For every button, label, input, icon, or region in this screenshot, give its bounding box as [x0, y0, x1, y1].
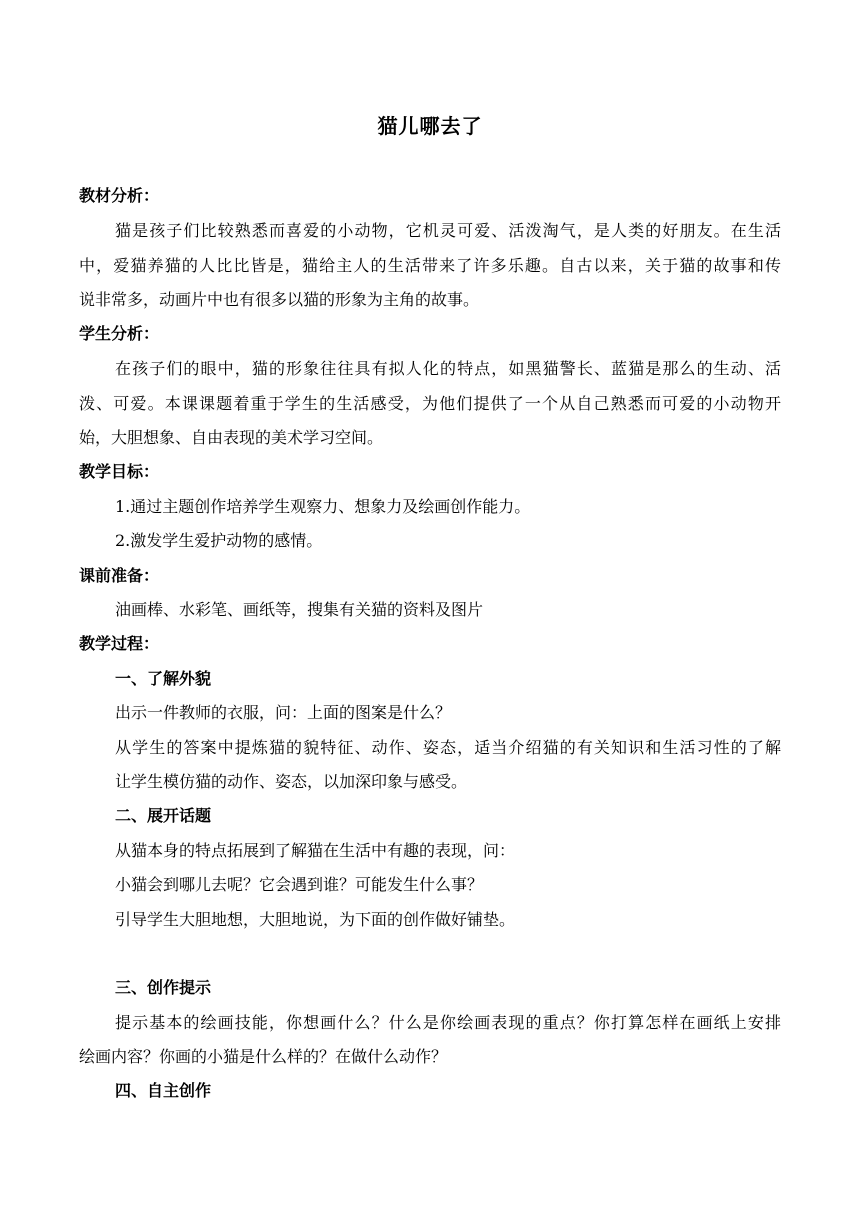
student-paragraph-line: 泼、可爱。本课课题着重于学生的生活感受，为他们提供了一个从自己熟悉而可爱的小动物开	[79, 394, 781, 413]
section-heading-goals: 教学目标：	[79, 462, 160, 481]
step-title-3: 三、创作提示	[115, 978, 212, 997]
student-paragraph-line: 始，大胆想象、自由表现的美术学习空间。	[79, 428, 384, 447]
step-title-2: 二、展开话题	[115, 806, 212, 825]
material-paragraph-line: 中，爱猫养猫的人比比皆是，猫给主人的生活带来了许多乐趣。自古以来，关于猫的故事和传	[79, 256, 781, 275]
step3-line: 绘画内容？你画的小猫是什么样的？在做什么动作？	[79, 1047, 448, 1066]
prep-text: 油画棒、水彩笔、画纸等，搜集有关猫的资料及图片	[115, 600, 484, 619]
step1-line: 出示一件教师的衣服，问：上面的图案是什么？	[115, 703, 452, 722]
section-heading-process: 教学过程：	[79, 634, 160, 653]
step2-line: 从猫本身的特点拓展到了解猫在生活中有趣的表现，问：	[115, 841, 516, 860]
student-paragraph-line: 在孩子们的眼中，猫的形象往往具有拟人化的特点，如黑猫警长、蓝猫是那么的生动、活	[115, 359, 781, 378]
section-heading-prep: 课前准备：	[79, 566, 160, 585]
step2-line: 引导学生大胆地想，大胆地说，为下面的创作做好铺垫。	[115, 910, 516, 929]
material-paragraph-line: 猫是孩子们比较熟悉而喜爱的小动物，它机灵可爱、活泼淘气，是人类的好朋友。在生活	[115, 221, 781, 240]
step1-line: 让学生模仿猫的动作、姿态，以加深印象与感受。	[115, 772, 468, 791]
section-heading-student: 学生分析：	[79, 324, 160, 343]
step-title-4: 四、自主创作	[115, 1081, 212, 1100]
step3-line: 提示基本的绘画技能，你想画什么？什么是你绘画表现的重点？你打算怎样在画纸上安排	[115, 1013, 781, 1032]
document-title: 猫儿哪去了	[377, 114, 483, 138]
goal-item: 2.激发学生爱护动物的感情。	[115, 531, 323, 550]
step1-line: 从学生的答案中提炼猫的貌特征、动作、姿态，适当介绍猫的有关知识和生活习性的了解	[115, 738, 781, 757]
material-paragraph-line: 说非常多，动画片中也有很多以猫的形象为主角的故事。	[79, 290, 480, 309]
step2-line: 小猫会到哪儿去呢？它会遇到谁？可能发生什么事？	[115, 875, 484, 894]
goal-item: 1.通过主题创作培养学生观察力、想象力及绘画创作能力。	[115, 497, 531, 516]
section-heading-material: 教材分析：	[79, 186, 160, 205]
step-title-1: 一、了解外貌	[115, 669, 212, 688]
